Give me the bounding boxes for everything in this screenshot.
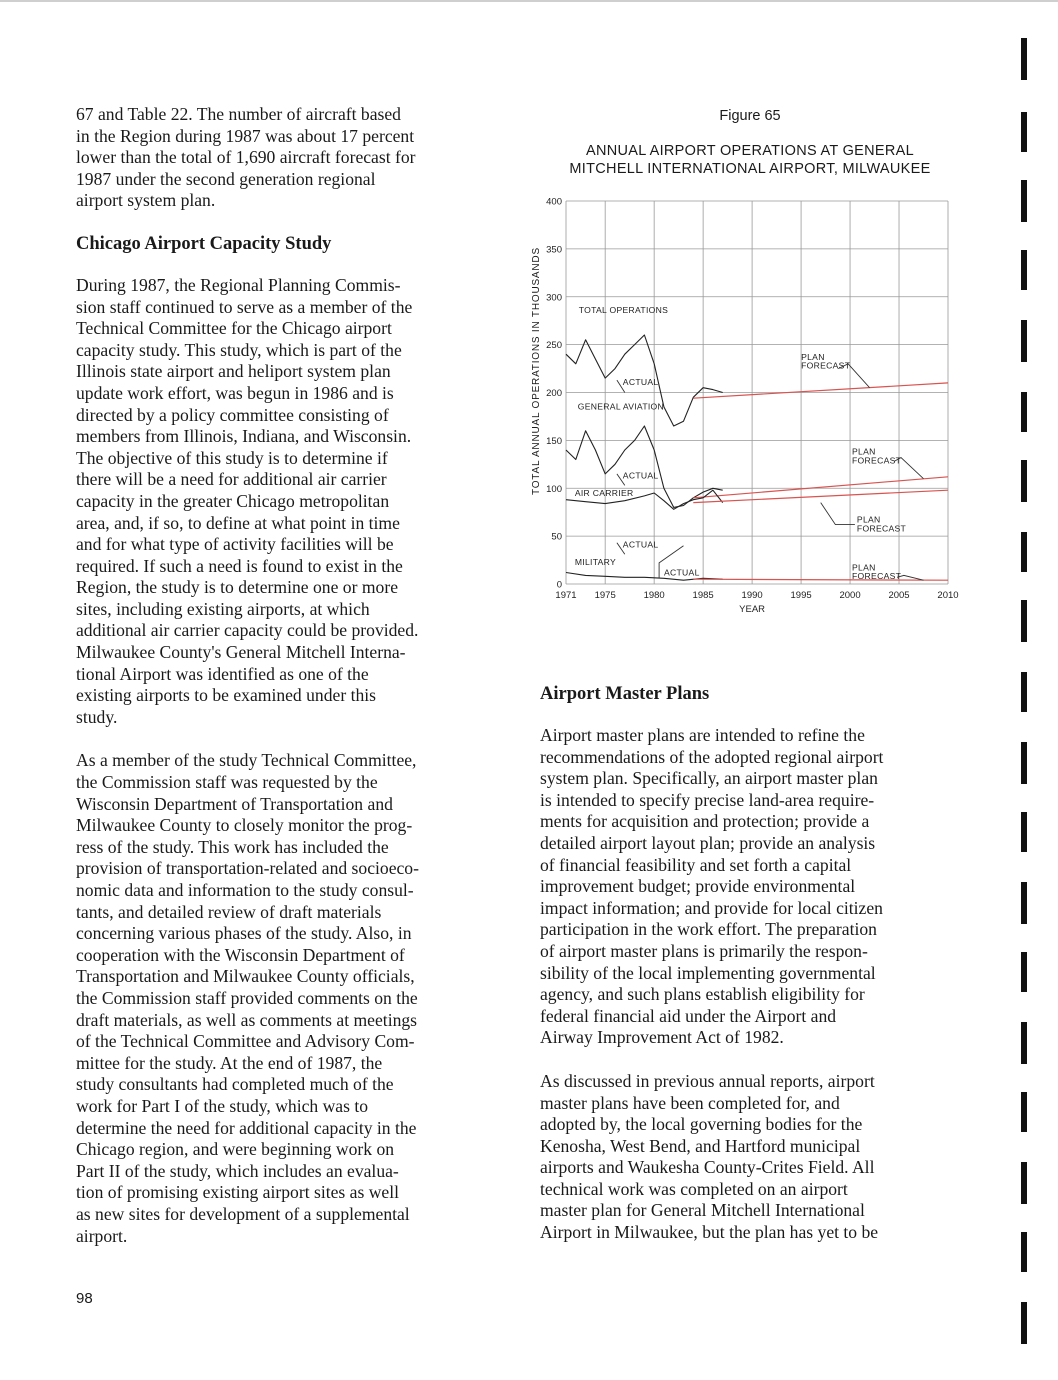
scan-margin-mark (1021, 812, 1027, 852)
chart-annotation: ACTUAL (622, 376, 659, 387)
chart-annotation: AIR CARRIER (574, 487, 634, 498)
y-tick-label: 50 (551, 531, 562, 543)
figure-title-line-2: MITCHELL INTERNATIONAL AIRPORT, MILWAUKEE (569, 161, 931, 177)
scan-margin-mark (1021, 320, 1027, 362)
chart-annotation: PLAN (801, 351, 825, 362)
y-tick-label: 250 (546, 340, 562, 352)
chart-annotation: FORECAST (852, 455, 902, 466)
chicago-study-paragraph-2: As a member of the study Technical Committee, the Commission staff was requested by the Wisconsin Department of Transportation and Milwaukee County to closely monitor the prog- ress of the study. This work has included the provision of transportation-related and socioeco- nomic data and information to the study consul- tants, and detailed review of draft materials concerning various phases of the study. Also, in cooperation with the Wisconsin Department of Transportation and Milwaukee County officials, the Commission staff provided comments on the draft materials, as well as comments at meetings of the Technical Committee and Advisory Com- mittee for the study. At the end of 1987, the study consultants had completed much of the work for Part I of the study, which was to determine the need for additional capacity in the Chicago region, and were beginning work on Part II of the study, which includes an evalua- tion of promising existing airport sites as well as new sites for development of a supplemental airport. (76, 750, 419, 1246)
series-line (693, 383, 948, 398)
left-column (76, 104, 492, 1269)
x-tick-label: 2010 (937, 590, 959, 601)
intro-paragraph: 67 and Table 22. The number of aircraft based in the Region during 1987 was about 17 percent lower than the total of 1,690 aircraft forecast for 1987 under the second generation regional airport system plan. (76, 104, 416, 211)
master-plans-paragraph-1: Airport master plans are intended to refine the recommendations of the adopted regional airport system plan. Specifically, an airport master plan is intended to specify precise land-area require- ments for acquisition and protection; provide a detailed airport layout plan; provide an analysis of financial feasibility and set forth a capital improvement budget; provide environmental impact information; and provide for local citizen participation in the work effort. The preparation of airport master plans is primarily the respon- sibility of the local implementing governmental agency, and such plans establish eligibility for federal financial aid under the Airport and Airway Improvement Act of 1982. (540, 725, 884, 1048)
x-tick-label: 1995 (790, 590, 812, 601)
y-tick-label: 300 (546, 292, 562, 304)
chart-annotation: FORECAST (801, 360, 851, 371)
scan-margin-mark (1021, 742, 1027, 784)
y-tick-label: 200 (546, 388, 562, 399)
chart-annotation: ACTUAL (663, 567, 700, 578)
chart-annotation: FORECAST (856, 523, 907, 534)
scan-margin-mark (1021, 672, 1027, 712)
scan-margin-mark (1021, 532, 1027, 572)
figure-title-line-1: ANNUAL AIRPORT OPERATIONS AT GENERAL (585, 143, 914, 159)
series-line (693, 477, 948, 498)
scan-margin-mark (1021, 600, 1027, 642)
scan-margin-mark (1021, 180, 1027, 222)
y-tick-label: 100 (546, 483, 562, 495)
y-tick-label: 150 (546, 435, 562, 447)
chart-annotation: ACTUAL (622, 539, 659, 550)
scan-margin-mark (1021, 1162, 1027, 1204)
y-tick-label: 350 (546, 244, 562, 256)
chicago-study-paragraph-1: During 1987, the Regional Planning Commis- sion staff continued to serve as a member of the Technical Committee for the Chicago airport capacity study. This study, which is part of the Illinois state airport and heliport system plan update work effort, was begun in 1986 and is directed by a policy committee consisting of members from Illinois, Indiana, and Wisconsin. The objective of this study is to determine if there will be a need for additional air carrier capacity in the greater Chicago metropolitan area, and, if so, to define at what point in time and for what type of activity facilities will be required. If such a need is found to exist in the Region, the study is to determine one or more sites, including existing airports, at which additional air carrier capacity could be provided. Milwaukee County's General Mitchell Interna- tional Airport was identified as one of the existing airports to be examined under this study. (76, 274, 419, 727)
operations-chart (525, 190, 965, 622)
right-column (540, 684, 958, 1266)
x-tick-label: 1975 (594, 590, 616, 601)
scan-margin-mark (1021, 1232, 1027, 1272)
x-tick-label: 2000 (839, 590, 861, 601)
figure-label: Figure 65 (719, 108, 781, 124)
figure-title (530, 142, 970, 178)
scan-margin-mark (1021, 1022, 1027, 1064)
page-top-border (0, 0, 1058, 2)
chart-annotation: FORECAST (852, 571, 902, 582)
scan-margin-mark (1021, 250, 1027, 290)
y-tick-label: 0 (556, 579, 562, 591)
scan-margin-mark (1021, 460, 1027, 502)
x-tick-label: 2005 (888, 590, 910, 601)
chart-annotation: PLAN (852, 446, 876, 457)
x-tick-label: 1985 (692, 590, 714, 601)
chart-annotation: PLAN (852, 562, 876, 573)
chart-annotation: GENERAL AVIATION (577, 401, 665, 412)
chart-annotation: TOTAL OPERATIONS (578, 305, 669, 316)
chart-y-axis-title: TOTAL ANNUAL OPERATIONS IN THOUSANDS (531, 247, 542, 495)
y-tick-label: 400 (546, 196, 562, 208)
series-line (693, 490, 948, 502)
chicago-study-heading: Chicago Airport Capacity Study (76, 233, 332, 254)
x-tick-label: 1971 (555, 590, 577, 601)
chart-annotation: PLAN (856, 514, 881, 525)
series-line (693, 579, 948, 580)
scan-margin-mark (1021, 882, 1027, 924)
master-plans-heading: Airport Master Plans (540, 684, 710, 704)
scan-margin-mark (1021, 38, 1027, 80)
scan-margin-mark (1021, 1092, 1027, 1132)
chart-x-axis-title: YEAR (739, 604, 766, 615)
x-tick-label: 1990 (741, 590, 763, 601)
scan-margin-mark (1021, 112, 1027, 152)
scan-margin-mark (1021, 952, 1027, 992)
scan-margin-mark (1021, 392, 1027, 432)
chart-annotation: ACTUAL (622, 470, 659, 481)
chart-annotation: MILITARY (574, 556, 617, 567)
page-number: 98 (76, 1290, 93, 1307)
master-plans-paragraph-2: As discussed in previous annual reports, airport master plans have been completed for, and adopted by, the local governing bodies for the Kenosha, West Bend, and Hartford municipal airports and Waukesha County-Crites Field. All technical work was completed on an airport master plan for General Mitchell International Airport in Milwaukee, but the plan has yet to be (540, 1070, 879, 1243)
x-tick-label: 1980 (643, 590, 665, 601)
scan-margin-mark (1021, 1302, 1027, 1344)
